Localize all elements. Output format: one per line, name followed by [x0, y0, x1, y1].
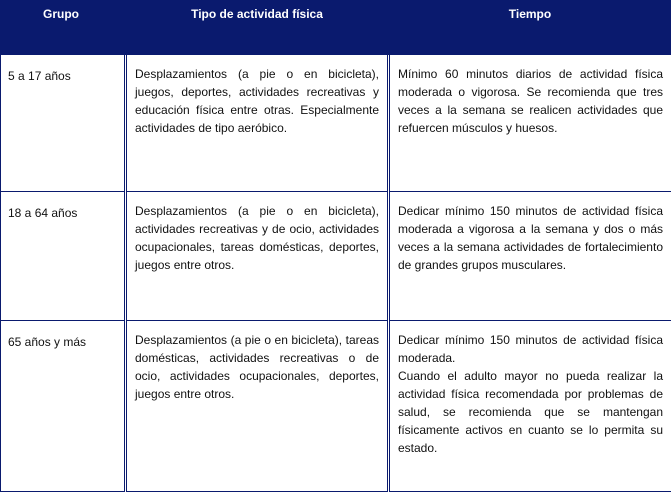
cell-grupo: 5 a 17 años — [1, 55, 126, 192]
cell-tipo-actividad: Desplazamientos (a pie o en bicicleta), actividades recreativas y de ocio, actividades ocupacionales, tareas domésticas, deportes, juegos entre otros. — [126, 192, 389, 321]
header-tipo-actividad: Tipo de actividad física — [126, 0, 389, 55]
header-row — [1, 0, 671, 55]
table-header — [1, 0, 671, 55]
table-row — [1, 321, 671, 492]
cell-grupo: 65 años y más — [1, 321, 126, 492]
cell-tiempo: Dedicar mínimo 150 minutos de actividad física moderada a vigorosa a la semana y dos o más veces a la semana actividades de fortalecimiento de grandes grupos musculares. — [389, 192, 671, 321]
header-grupo: Grupo — [1, 0, 126, 55]
cell-tiempo-line: Cuando el adulto mayor no pueda realizar la actividad física recomendada por problemas de salud, se recomienda que se mantengan físicamente activos en cuanto se lo permita su estado. — [398, 367, 663, 457]
header-tiempo: Tiempo — [389, 0, 671, 55]
cell-tiempo — [389, 321, 671, 492]
cell-tiempo: Mínimo 60 minutos diarios de actividad física moderada o vigorosa. Se recomienda que tres veces a la semana se realicen actividades que refuercen músculos y huesos. — [389, 55, 671, 192]
cell-grupo: 18 a 64 años — [1, 192, 126, 321]
table-body — [1, 55, 671, 492]
table-row — [1, 55, 671, 192]
cell-tiempo-line: Dedicar mínimo 150 minutos de actividad física moderada. — [398, 331, 663, 367]
table-row — [1, 192, 671, 321]
cell-tipo-actividad: Desplazamientos (a pie o en bicicleta), tareas domésticas, actividades recreativas o de ocio, actividades ocupacionales, deportes, juegos entre otros. — [126, 321, 389, 492]
cell-tipo-actividad: Desplazamientos (a pie o en bicicleta), juegos, deportes, actividades recreativas y educación física entre otras. Especialmente actividades de tipo aeróbico. — [126, 55, 389, 192]
